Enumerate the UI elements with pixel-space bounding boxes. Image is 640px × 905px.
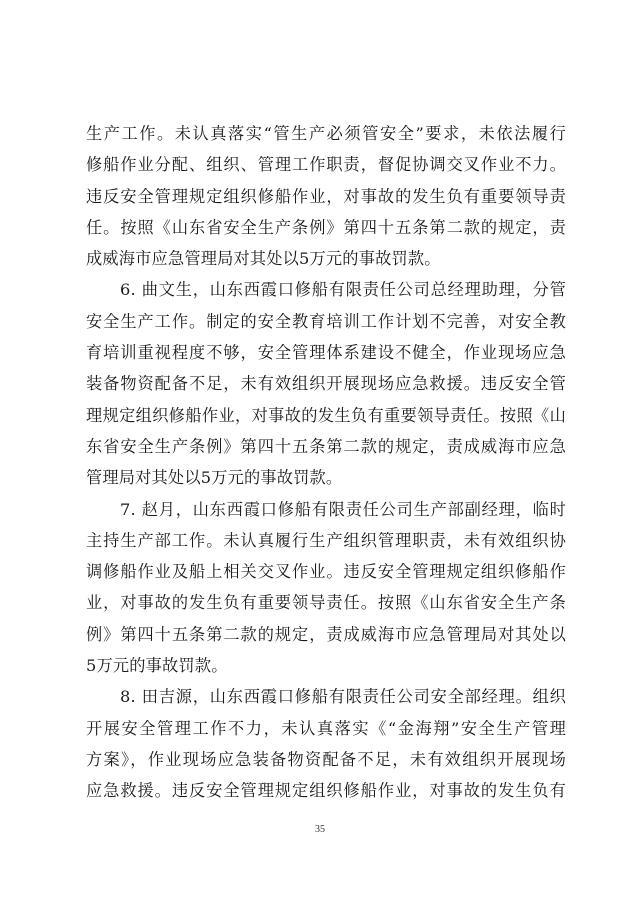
text-line: 任。按照《山东省安全生产条例》第四十五条第二款的规定，责 xyxy=(86,217,566,237)
text-line: 5万元的事故罚款。 xyxy=(86,656,228,676)
text-line: 开展安全管理工作不力，未认真落实《“金海翔”安全生产管理 xyxy=(86,718,566,738)
text-line: 管理局对其处以5万元的事故罚款。 xyxy=(86,468,343,488)
text-line: 装备物资配备不足，未有效组织开展现场应急救援。违反安全管 xyxy=(86,374,566,394)
text-line: 例》第四十五条第二款的规定，责成威海市应急管理局对其处以 xyxy=(86,624,566,644)
text-line: 应急救援。违反安全管理规定组织修船作业，对事故的发生负有 xyxy=(86,781,566,801)
page-number: 35 xyxy=(315,824,325,835)
text-line: 违反安全管理规定组织修船作业，对事故的发生负有重要领导责 xyxy=(86,186,566,206)
text-line: 东省安全生产条例》第四十五条第二款的规定，责成威海市应急 xyxy=(86,436,566,456)
text-line: 生产工作。未认真落实“管生产必须管安全”要求，未依法履行 xyxy=(86,124,566,143)
text-line: 调修船作业及船上相关交叉作业。违反安全管理规定组织修船作 xyxy=(86,562,566,582)
text-line: 育培训重视程度不够，安全管理体系建设不健全，作业现场应急 xyxy=(86,343,566,363)
text-line: 成威海市应急管理局对其处以5万元的事故罚款。 xyxy=(86,249,441,269)
text-line: 业，对事故的发生负有重要领导责任。按照《山东省安全生产条 xyxy=(86,593,566,613)
text-line: 主持生产部工作。未认真履行生产组织管理职责，未有效组织协 xyxy=(86,530,566,550)
text-line: 方案》，作业现场应急装备物资配备不足，未有效组织开展现场 xyxy=(86,749,566,769)
body-text xyxy=(86,118,566,807)
text-line: 理规定组织修船作业，对事故的发生负有重要领导责任。按照《山 xyxy=(86,405,566,425)
paragraph-start-line: 7. 赵月，山东西霞口修船有限责任公司生产部副经理，临时 xyxy=(120,499,566,519)
paragraph-start-line: 8. 田吉源，山东西霞口修船有限责任公司安全部经理。组织 xyxy=(120,687,566,707)
text-line: 修船作业分配、组织、管理工作职责，督促协调交叉作业不力。 xyxy=(86,155,566,175)
paragraph-start-line: 6. 曲文生，山东西霞口修船有限责任公司总经理助理，分管 xyxy=(120,280,566,300)
text-line: 安全生产工作。制定的安全教育培训工作计划不完善，对安全教 xyxy=(86,311,566,331)
